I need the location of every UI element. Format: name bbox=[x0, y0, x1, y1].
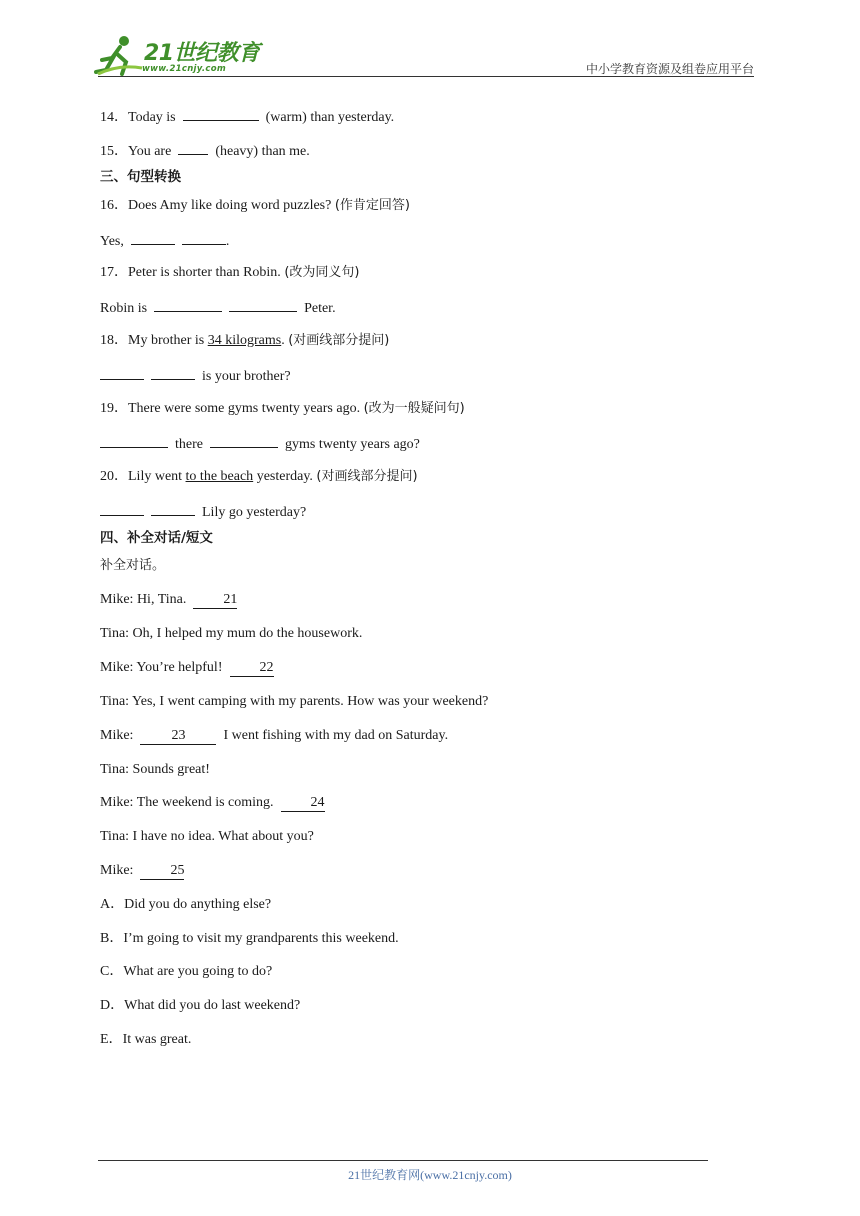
question-hint: (改为一般疑问句) bbox=[363, 401, 465, 416]
question-text: You are bbox=[128, 144, 172, 159]
question-number: 16． bbox=[100, 198, 128, 213]
question-text: (heavy) than me. bbox=[215, 144, 310, 159]
underlined-phrase: to the beach bbox=[185, 469, 254, 484]
answer-line-19 bbox=[100, 434, 420, 454]
question-14 bbox=[100, 107, 394, 127]
dialogue-line bbox=[100, 794, 325, 812]
question-text: My brother is bbox=[128, 333, 208, 348]
answer-blank[interactable] bbox=[210, 434, 278, 448]
option-text: Did you do anything else? bbox=[124, 897, 272, 912]
question-number: 14． bbox=[100, 110, 128, 125]
footer-link[interactable]: 21世纪教育网(www.21cnjy.com) bbox=[348, 1168, 512, 1182]
option-label: E． bbox=[100, 1032, 123, 1047]
answer-suffix: Peter. bbox=[304, 301, 336, 316]
question-number: 17． bbox=[100, 265, 128, 280]
header-divider bbox=[98, 76, 754, 77]
logo-url: www.21cnjy.com bbox=[142, 64, 226, 74]
section-title-3: 三、句型转换 bbox=[100, 169, 181, 185]
answer-mid: there bbox=[175, 437, 203, 452]
option-text: I’m going to visit my grandparents this weekend. bbox=[123, 931, 399, 946]
page-header bbox=[0, 0, 860, 80]
numbered-blank[interactable]: 21 bbox=[193, 592, 237, 609]
answer-prefix: Robin is bbox=[100, 301, 148, 316]
answer-blank[interactable] bbox=[183, 107, 259, 121]
question-hint: (对画线部分提问) bbox=[288, 333, 390, 348]
option-d bbox=[100, 997, 300, 1015]
option-b bbox=[100, 930, 399, 948]
question-19 bbox=[100, 400, 465, 418]
answer-line-17 bbox=[100, 298, 336, 318]
dialogue-text: Tina: Oh, I helped my mum do the housework. bbox=[100, 626, 363, 641]
answer-blank[interactable] bbox=[151, 366, 195, 380]
question-number: 20． bbox=[100, 469, 128, 484]
option-label: C． bbox=[100, 964, 124, 979]
question-number: 18． bbox=[100, 333, 128, 348]
logo-text: 21世纪教育 bbox=[144, 41, 260, 66]
dialogue-text: Tina: Sounds great! bbox=[100, 762, 210, 777]
answer-suffix: gyms twenty years ago? bbox=[284, 437, 420, 452]
question-16 bbox=[100, 197, 410, 215]
option-text: It was great. bbox=[122, 1032, 192, 1047]
answer-line-16 bbox=[100, 231, 229, 251]
question-20 bbox=[100, 468, 418, 486]
dialogue-line bbox=[100, 591, 237, 609]
question-hint: (改为同义句) bbox=[284, 265, 360, 280]
answer-suffix: Lily go yesterday? bbox=[202, 505, 307, 520]
option-text: What are you going to do? bbox=[123, 964, 273, 979]
dialogue-line bbox=[100, 862, 184, 880]
dialogue-text: Tina: Yes, I went camping with my parents. How was your weekend? bbox=[100, 694, 489, 709]
numbered-blank[interactable]: 24 bbox=[281, 795, 325, 812]
question-text: (warm) than yesterday. bbox=[265, 110, 395, 125]
question-number: 15． bbox=[100, 144, 128, 159]
dialogue-text: Mike: bbox=[100, 728, 134, 743]
answer-prefix: Yes, bbox=[100, 234, 124, 249]
question-15 bbox=[100, 141, 310, 161]
option-a bbox=[100, 896, 271, 914]
footer-divider bbox=[98, 1160, 708, 1161]
question-hint: (作肯定回答) bbox=[334, 198, 411, 213]
section-instruction: 补全对话。 bbox=[100, 558, 166, 573]
option-text: What did you do last weekend? bbox=[124, 998, 301, 1013]
answer-suffix: is your brother? bbox=[202, 369, 291, 384]
option-label: B． bbox=[100, 931, 124, 946]
dialogue-text: Mike: The weekend is coming. bbox=[100, 795, 274, 810]
question-text: yesterday. bbox=[253, 469, 317, 484]
question-text: Does Amy like doing word puzzles? bbox=[128, 198, 335, 213]
logo bbox=[94, 34, 264, 76]
dialogue-line bbox=[100, 659, 274, 677]
runner-icon bbox=[94, 34, 144, 76]
question-text: Today is bbox=[128, 110, 176, 125]
dialogue-line bbox=[100, 625, 362, 643]
answer-blank[interactable] bbox=[182, 231, 226, 245]
dialogue-line bbox=[100, 693, 488, 711]
answer-blank[interactable] bbox=[151, 502, 195, 516]
numbered-blank[interactable]: 22 bbox=[230, 660, 274, 677]
answer-suffix: . bbox=[225, 234, 230, 249]
dialogue-text: Tina: I have no idea. What about you? bbox=[100, 829, 314, 844]
dialogue-line bbox=[100, 727, 448, 745]
question-text: Lily went bbox=[128, 469, 186, 484]
question-text: . bbox=[281, 333, 289, 348]
numbered-blank[interactable]: 23 bbox=[140, 728, 216, 745]
answer-blank[interactable] bbox=[100, 502, 144, 516]
underlined-phrase: 34 kilograms bbox=[207, 333, 282, 348]
answer-blank[interactable] bbox=[154, 298, 222, 312]
answer-blank[interactable] bbox=[178, 141, 208, 155]
question-18 bbox=[100, 332, 389, 350]
question-number: 19． bbox=[100, 401, 128, 416]
answer-blank[interactable] bbox=[229, 298, 297, 312]
numbered-blank[interactable]: 25 bbox=[140, 863, 184, 880]
question-17 bbox=[100, 264, 359, 282]
answer-line-18 bbox=[100, 366, 291, 386]
answer-blank[interactable] bbox=[100, 434, 168, 448]
answer-line-20 bbox=[100, 502, 306, 522]
section-title-4: 四、补全对话/短文 bbox=[100, 530, 213, 546]
dialogue-text: I went fishing with my dad on Saturday. bbox=[223, 728, 449, 743]
question-hint: (对画线部分提问) bbox=[316, 469, 418, 484]
dialogue-line bbox=[100, 828, 314, 846]
option-e bbox=[100, 1031, 191, 1049]
dialogue-text: Mike: Hi, Tina. bbox=[100, 592, 187, 607]
option-c bbox=[100, 963, 272, 981]
question-text: There were some gyms twenty years ago. bbox=[128, 401, 364, 416]
dialogue-text: Mike: You’re helpful! bbox=[100, 660, 223, 675]
dialogue-line bbox=[100, 761, 210, 779]
header-platform-text: 中小学教育资源及组卷应用平台 bbox=[585, 62, 754, 76]
option-label: A． bbox=[100, 897, 125, 912]
answer-blank[interactable] bbox=[131, 231, 175, 245]
answer-blank[interactable] bbox=[100, 366, 144, 380]
question-text: Peter is shorter than Robin. bbox=[128, 265, 285, 280]
option-label: D． bbox=[100, 998, 125, 1013]
dialogue-text: Mike: bbox=[100, 863, 134, 878]
